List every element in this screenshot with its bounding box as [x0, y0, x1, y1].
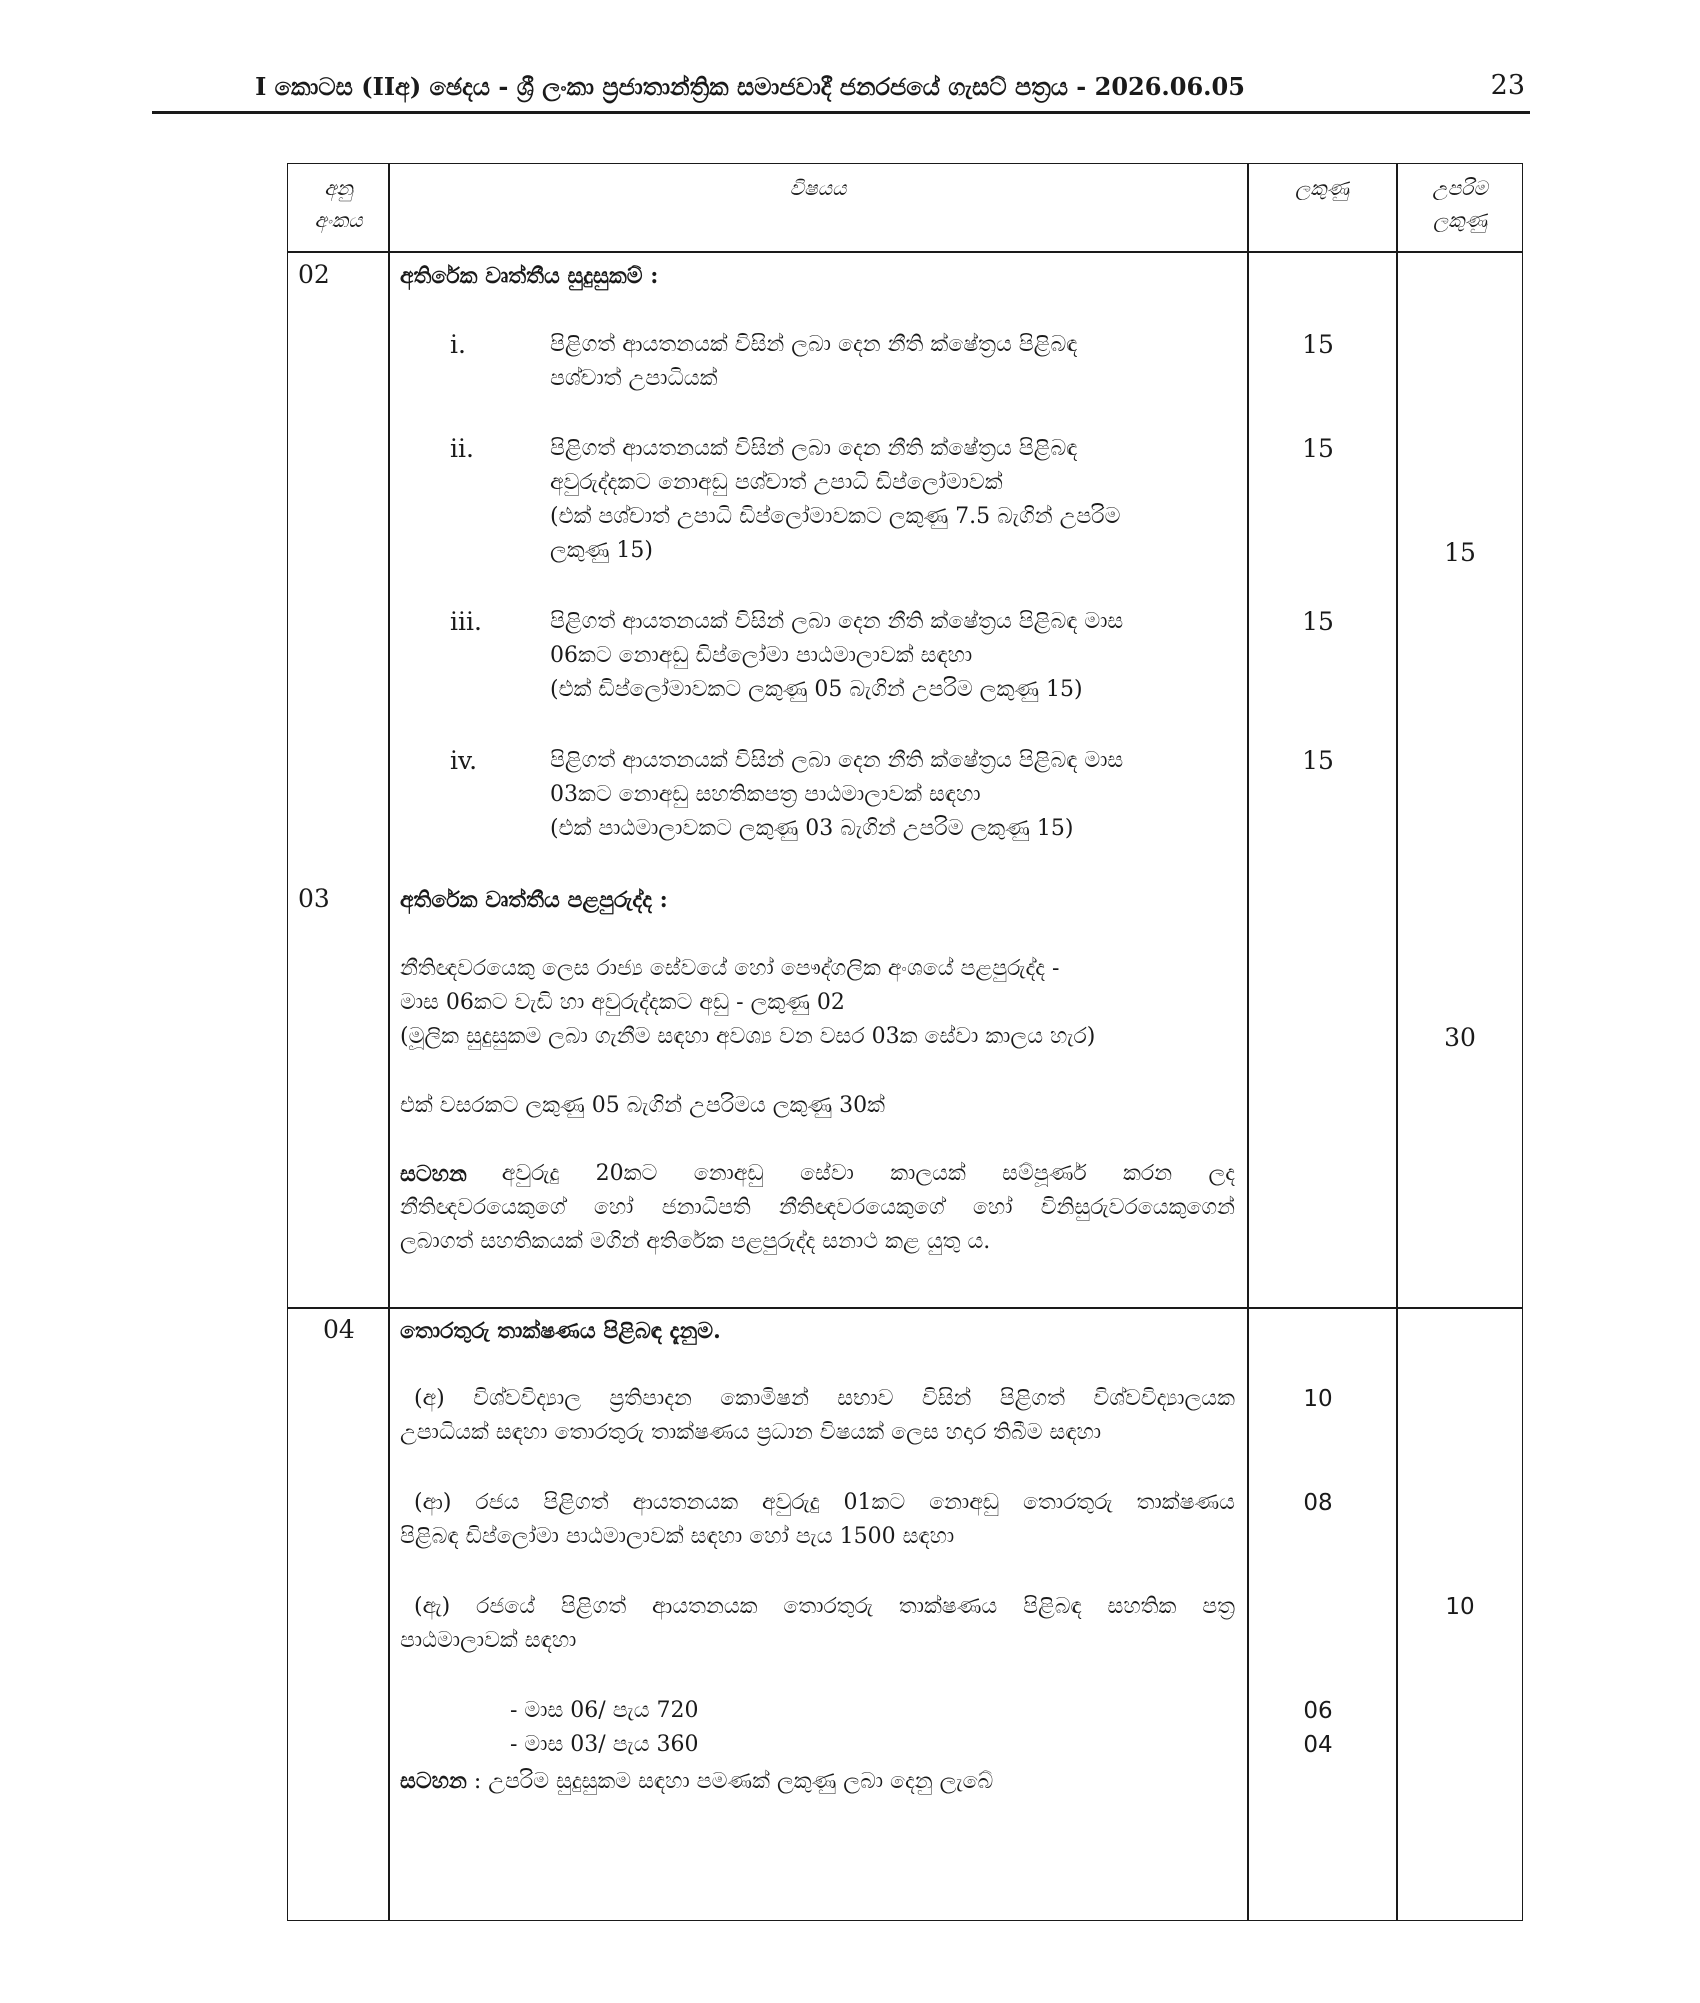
row-03-note-text [400, 1157, 1235, 1259]
row-02-item-ii-line: (එක් පශ්චාත් උපාධි ඩිප්ලෝමාවකට ලකුණු 7.5 බැගින් උපරිම [550, 504, 1121, 529]
row-02-item-iv-text [550, 744, 1235, 846]
header-row-divider [287, 251, 1523, 253]
row-04-item-a-line: උපාධියක් සඳහා තොරතුරු තාක්ෂණය ප්‍රධාන විෂයක් ලෙස හදාර තිබීම සඳහා [400, 1420, 1102, 1445]
row-02-item-iii-line: 06කට නොඅඩු ඩිප්ලෝමා පාඨමාලාවක් සඳහා [550, 643, 973, 668]
row-02-item-iv-marks: 15 [1302, 746, 1334, 775]
row-04-item-ae-line: පාඨමාලාවක් සඳහා [400, 1628, 577, 1653]
gazette-header-title: I කොටස (IIඅ) ඡෙදය - ශ්‍රී ලංකා ප්‍රජාතාන්ත්‍රික සමාජවාදී ජනරජයේ ගැසට් පත්‍රය - 2026.06.05 [255, 72, 1245, 101]
row-02-item-iv-line: 03කට නොඅඩු සහතිකපත්‍ර පාඨමාලාවක් සඳහා [550, 782, 981, 807]
row-04-item-a-text [400, 1382, 1235, 1450]
row-04-item-ae-text [400, 1590, 1235, 1658]
row-04-sub-item-3-months: - මාස 03/ පැය 360 [510, 1732, 699, 1757]
row-04-sub-item-6-months: - මාස 06/ පැය 720 [510, 1698, 699, 1723]
row-04-number: 04 [323, 1315, 355, 1344]
column-divider-1 [388, 163, 390, 1921]
row-03-line: මාස 06කට වැඩි හා අවුරුද්දකට අඩු - ලකුණු 02 [400, 990, 845, 1015]
row-02-item-iv-numeral: iv. [450, 746, 478, 775]
row-04-item-ae-line: (ඇ) රජයේ පිළිගත් ආයතනයක තොරතුරු තාක්ෂණය පිළිබඳ සහතික පත්‍ර [414, 1594, 1235, 1619]
row-04-sub-item-3-months-marks: 04 [1303, 1732, 1333, 1758]
row-03-heading: අතිරේක වෘත්තීය පළපුරුද්ද : [400, 887, 668, 913]
row-04-item-a-line: (අ) විශ්වවිද්‍යාල ප්‍රතිපාදන කොමිෂන් සභාව විසින් පිළිගත් විශ්වවිද්‍යාලයක [414, 1386, 1235, 1411]
row-04-note-label: සටහන [400, 1768, 467, 1794]
row-02-item-ii-text [550, 432, 1235, 568]
row-03-note-label: සටහන [400, 1161, 467, 1187]
row-03-max-marks: 30 [1444, 1023, 1476, 1052]
row-03-line: නීතිඥවරයෙකු ලෙස රාජ්‍ය සේවයේ හෝ පෞද්ගලික අංශයේ පළපුරුද්ද - [400, 956, 1060, 981]
row-04-max-marks: 10 [1445, 1594, 1475, 1620]
row-02-item-iv-line: (එක් පාඨමාලාවකට ලකුණු 03 බැගින් උපරිම ලකුණු 15) [550, 816, 1074, 841]
section-divider [287, 1307, 1523, 1309]
row-02-item-ii-line: පිළිගත් ආයතනයක් විසින් ලබා දෙන නීති ක්ෂේත්‍රය පිළිබඳ [550, 436, 1078, 461]
row-02-item-ii-line: ලකුණු 15) [550, 538, 653, 563]
col-header-max-line1: උපරිම [1432, 176, 1488, 200]
row-04-sub-item-6-months-marks: 06 [1303, 1698, 1333, 1724]
page-number: 23 [1490, 70, 1525, 101]
row-04-item-aa-marks: 08 [1303, 1490, 1333, 1516]
row-03-experience-text [400, 952, 1095, 1054]
row-02-item-iii-numeral: iii. [450, 607, 482, 636]
row-03-note-line: ලබාගත් සහතිකයක් මගින් අතිරේක පළපුරුද්ද සනාථ කළ යුතු ය. [400, 1229, 991, 1254]
row-02-item-ii-line: අවුරුද්දකට නොඅඩු පශ්චාත් උපාධි ඩිප්ලෝමාවක් [550, 470, 1003, 495]
column-divider-2 [1247, 163, 1249, 1921]
col-header-serial-line2: අංකය [314, 208, 363, 232]
row-02-item-ii-numeral: ii. [450, 434, 474, 463]
row-04-note-text: : උපරිම සුදුසුකම සඳහා පමණක් ලකුණු ලබා දෙනු ලැබේ [473, 1769, 994, 1794]
col-header-marks: ලකුණු [1295, 176, 1349, 200]
row-02-item-i-line: පිළිගත් ආයතනයක් විසින් ලබා දෙන නීති ක්ෂේත්‍රය පිළිබඳ [550, 332, 1078, 357]
col-header-max-marks [1398, 172, 1522, 236]
col-header-subject: විෂයය [789, 176, 847, 200]
col-header-serial-line1: අනු [324, 176, 353, 200]
row-02-item-iii-marks: 15 [1302, 607, 1334, 636]
row-04-item-aa-line: පිළිබඳ ඩිප්ලෝමා පාඨමාලාවක් සඳහා හෝ පැය 1500 සඳහා [400, 1524, 955, 1549]
row-02-item-i-line: පශ්චාත් උපාධියක් [550, 366, 718, 391]
row-02-max-marks: 15 [1444, 538, 1476, 567]
row-03-line: (මූලික සුදුසුකම ලබා ගැනීම සඳහා අවශ්‍ය වන වසර 03ක සේවා කාලය හැර) [400, 1024, 1096, 1049]
col-header-serial [290, 172, 387, 236]
row-03-note-line: : අවුරුදු 20කට නොඅඩු සේවා කාලයක් සම්පූර්ණ කරන ලද [458, 1161, 1235, 1186]
header-rule [152, 111, 1530, 114]
row-02-item-iv-line: පිළිගත් ආයතනයක් විසින් ලබා දෙන නීති ක්ෂේත්‍රය පිළිබඳ මාස [550, 748, 1124, 773]
row-04-item-aa-text [400, 1486, 1235, 1554]
row-02-number: 02 [298, 260, 330, 289]
row-03-number: 03 [298, 884, 330, 913]
row-02-item-i-marks: 15 [1302, 330, 1334, 359]
row-02-item-iii-text [550, 605, 1235, 707]
row-03-note-line: නීතිඥවරයෙකුගේ හෝ ජනාධිපති නීතිඥවරයෙකුගේ හෝ විනිසුරුවරයෙකුගෙන් [400, 1195, 1235, 1220]
row-04-heading: තොරතුරු තාක්ෂණය පිළිබඳ දැනුම. [400, 1318, 721, 1344]
row-03-per-year-rule: එක් වසරකට ලකුණු 05 බැගින් උපරිමය ලකුණු 30ක් [400, 1093, 885, 1118]
row-02-item-i-numeral: i. [450, 330, 466, 359]
row-02-item-iii-line: (එක් ඩිප්ලෝමාවකට ලකුණු 05 බැගින් උපරිම ලකුණු 15) [550, 677, 1083, 702]
row-04-note [400, 1764, 993, 1799]
row-04-item-aa-line: (ආ) රජය පිළිගත් ආයතනයක අවුරුදු 01කට නොඅඩු තොරතුරු තාක්ෂණය [414, 1490, 1235, 1515]
row-02-item-ii-marks: 15 [1302, 434, 1334, 463]
row-02-heading: අතිරේක වෘත්තීය සුදුසුකම් : [400, 263, 659, 289]
row-02-item-i-text [550, 328, 1235, 396]
row-04-item-a-marks: 10 [1303, 1386, 1333, 1412]
col-header-max-line2: ලකුණු [1433, 208, 1487, 232]
row-02-item-iii-line: පිළිගත් ආයතනයක් විසින් ලබා දෙන නීති ක්ෂේත්‍රය පිළිබඳ මාස [550, 609, 1124, 634]
